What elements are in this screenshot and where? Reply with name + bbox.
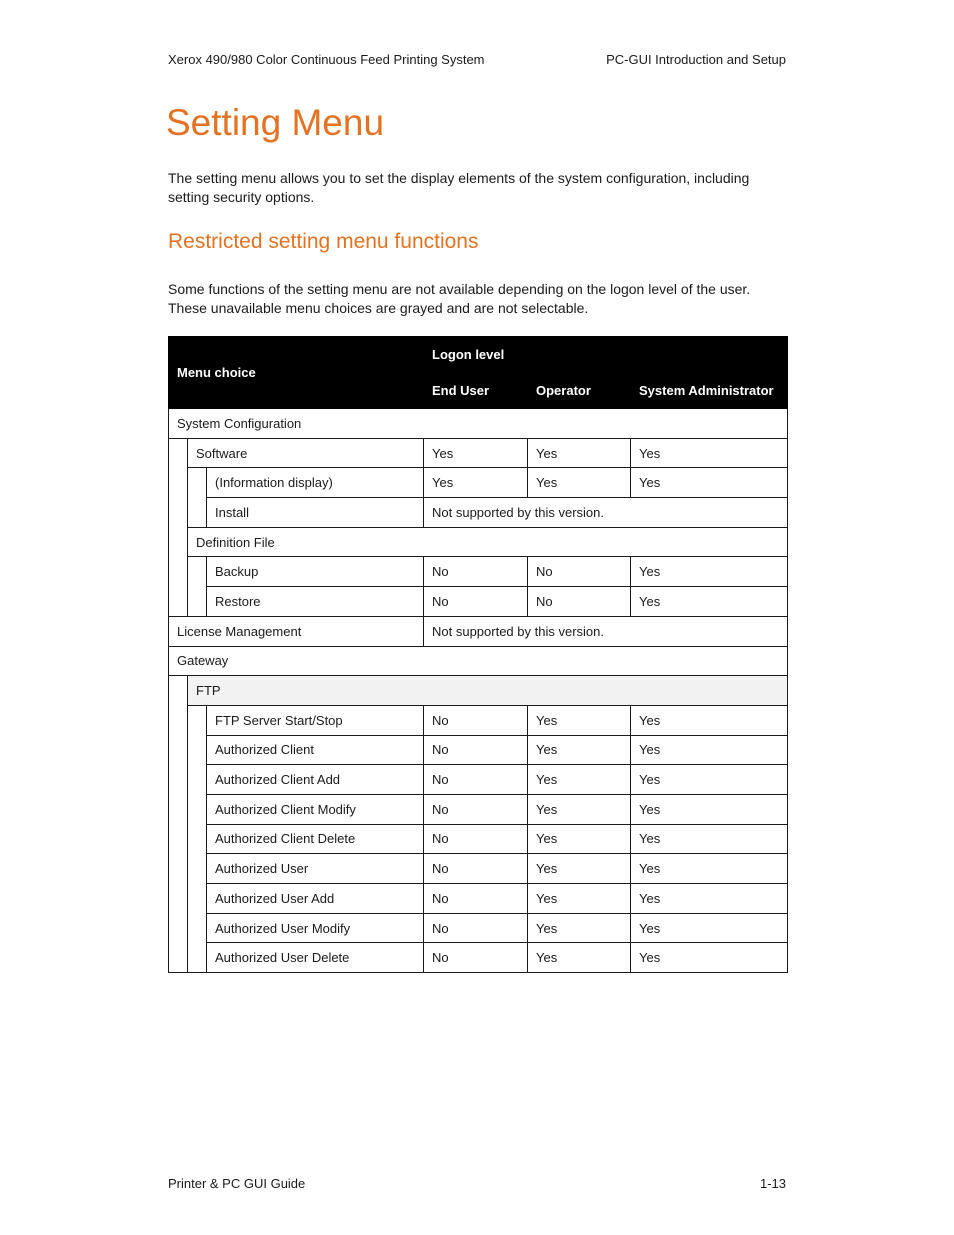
row-gateway: Gateway — [169, 646, 788, 676]
table-row — [169, 765, 788, 795]
cell-end-user: No — [424, 705, 528, 735]
cell-operator: Yes — [528, 735, 631, 765]
cell-admin: Yes — [631, 824, 788, 854]
row-ftp-item-label: Authorized User Delete — [207, 943, 424, 973]
row-restore-label: Restore — [207, 587, 424, 617]
row-backup-label: Backup — [207, 557, 424, 587]
cell-operator: Yes — [528, 705, 631, 735]
table-row — [169, 705, 788, 735]
row-license-management-label: License Management — [169, 616, 424, 646]
indent-cell — [169, 676, 188, 973]
table-row — [169, 943, 788, 973]
table-row — [169, 587, 788, 617]
row-information-display-label: (Information display) — [207, 468, 424, 498]
cell-operator: Yes — [528, 438, 631, 468]
table-row — [169, 794, 788, 824]
table-row — [169, 854, 788, 884]
cell-operator: Yes — [528, 943, 631, 973]
cell-end-user: No — [424, 557, 528, 587]
row-ftp-item-label: Authorized User Modify — [207, 913, 424, 943]
section-title: Restricted setting menu functions — [168, 230, 479, 253]
cell-operator: Yes — [528, 794, 631, 824]
cell-end-user: Yes — [424, 438, 528, 468]
cell-end-user: No — [424, 854, 528, 884]
cell-end-user: No — [424, 765, 528, 795]
cell-operator: No — [528, 587, 631, 617]
indent-cell — [169, 438, 188, 616]
row-ftp: FTP — [188, 676, 788, 706]
cell-operator: Yes — [528, 854, 631, 884]
row-ftp-item-label: Authorized Client Add — [207, 765, 424, 795]
row-ftp-item-label: Authorized User — [207, 854, 424, 884]
row-ftp-item-label: Authorized Client Modify — [207, 794, 424, 824]
cell-operator: Yes — [528, 913, 631, 943]
row-ftp-item-label: Authorized User Add — [207, 884, 424, 914]
cell-operator: Yes — [528, 824, 631, 854]
section-paragraph: Some functions of the setting menu are not available depending on the logon level of the user. These unavailable menu choices are grayed and are not selectable. — [168, 281, 751, 316]
table-row — [169, 409, 788, 439]
row-ftp-item-label: Authorized Client Delete — [207, 824, 424, 854]
cell-admin: Yes — [631, 794, 788, 824]
row-definition-file: Definition File — [188, 527, 788, 557]
cell-end-user: No — [424, 824, 528, 854]
cell-end-user: Yes — [424, 468, 528, 498]
cell-admin: Yes — [631, 854, 788, 884]
cell-operator: Yes — [528, 468, 631, 498]
cell-operator: No — [528, 557, 631, 587]
cell-admin: Yes — [631, 587, 788, 617]
row-software-label: Software — [188, 438, 424, 468]
table-row — [169, 646, 788, 676]
cell-end-user: No — [424, 884, 528, 914]
cell-admin: Yes — [631, 765, 788, 795]
table-row — [169, 557, 788, 587]
cell-admin: Yes — [631, 705, 788, 735]
cell-note: Not supported by this version. — [424, 616, 788, 646]
indent-cell — [188, 557, 207, 616]
table-row — [169, 527, 788, 557]
intro-paragraph: The setting menu allows you to set the display elements of the system configuration, including setting security options. — [168, 170, 750, 205]
logon-level-table — [168, 336, 788, 973]
cell-operator: Yes — [528, 765, 631, 795]
cell-operator: Yes — [528, 884, 631, 914]
cell-end-user: No — [424, 943, 528, 973]
row-ftp-item-label: FTP Server Start/Stop — [207, 705, 424, 735]
cell-admin: Yes — [631, 735, 788, 765]
cell-admin: Yes — [631, 438, 788, 468]
cell-end-user: No — [424, 794, 528, 824]
page-title: Setting Menu — [166, 102, 385, 143]
indent-cell — [188, 468, 207, 527]
header-menu-choice: Menu choice — [169, 337, 424, 409]
cell-note: Not supported by this version. — [424, 498, 788, 528]
footer-left: Printer & PC GUI Guide — [168, 1176, 306, 1191]
cell-admin: Yes — [631, 468, 788, 498]
cell-admin: Yes — [631, 884, 788, 914]
indent-cell — [188, 705, 207, 972]
cell-end-user: No — [424, 913, 528, 943]
table-row — [169, 824, 788, 854]
cell-end-user: No — [424, 735, 528, 765]
header-logon-level: Logon level — [424, 337, 788, 373]
table-row — [169, 676, 788, 706]
table-row — [169, 913, 788, 943]
header-system-admin: System Administrator — [631, 373, 788, 409]
running-header-right: PC-GUI Introduction and Setup — [606, 52, 786, 67]
table-row — [169, 498, 788, 528]
row-install-label: Install — [207, 498, 424, 528]
cell-admin: Yes — [631, 557, 788, 587]
cell-end-user: No — [424, 587, 528, 617]
cell-admin: Yes — [631, 913, 788, 943]
row-ftp-item-label: Authorized Client — [207, 735, 424, 765]
table-row — [169, 468, 788, 498]
header-end-user: End User — [424, 373, 528, 409]
table-row — [169, 438, 788, 468]
page-number: 1-13 — [759, 1176, 786, 1191]
running-header-left: Xerox 490/980 Color Continuous Feed Printing System — [168, 52, 485, 67]
row-system-configuration: System Configuration — [169, 409, 788, 439]
table-row — [169, 884, 788, 914]
table-row — [169, 735, 788, 765]
table-row — [169, 616, 788, 646]
header-operator: Operator — [528, 373, 631, 409]
cell-admin: Yes — [631, 943, 788, 973]
